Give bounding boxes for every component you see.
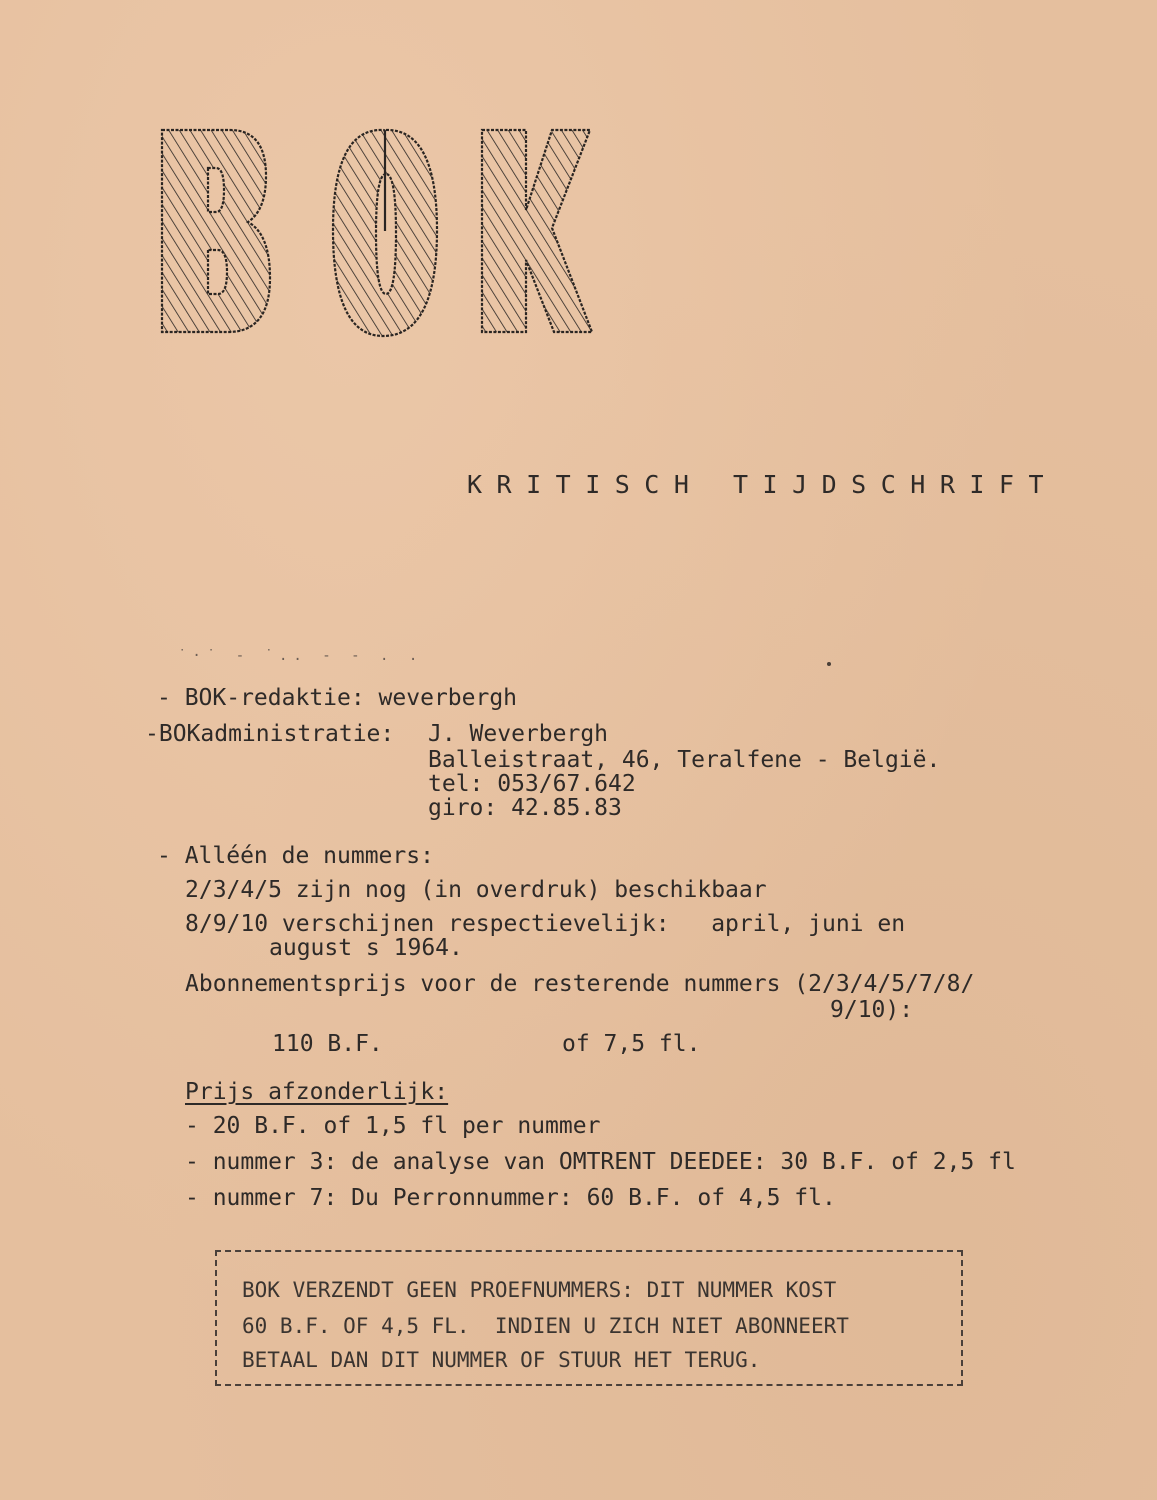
redaktie-line: - BOK-redaktie: weverbergh	[157, 685, 518, 711]
single-price-item: - 20 B.F. of 1,5 fl per nummer	[185, 1113, 601, 1139]
logo-letter-b	[162, 130, 270, 332]
administratie-label: -BOKadministratie:	[145, 721, 395, 747]
subscription-line1: Abonnementsprijs voor de resterende nummers (2/3/4/5/7/8/	[185, 971, 975, 997]
tel-line: tel: 053/67.642	[428, 771, 636, 797]
single-price-item: - nummer 3: de analyse van OMTRENT DEEDEE: 30 B.F. of 2,5 fl	[185, 1149, 1016, 1175]
logo-letter-o	[333, 130, 437, 336]
administratie-name: J. Weverbergh	[428, 721, 609, 747]
notice-line: BOK VERZENDT GEEN PROEFNUMMERS: DIT NUMMER KOST	[242, 1278, 837, 1302]
available-issues: 2/3/4/5 zijn nog (in overdruk) beschikbaar	[185, 877, 767, 903]
address-line: Balleistraat, 46, Teralfene - België.	[428, 747, 941, 773]
notice-line: BETAAL DAN DIT NUMMER OF STUUR HET TERUG.	[242, 1348, 761, 1372]
ink-dot	[827, 662, 831, 666]
giro-line: giro: 42.85.83	[428, 795, 622, 821]
single-price-item: - nummer 7: Du Perronnummer: 60 B.F. of 4,5 fl.	[185, 1185, 836, 1211]
upcoming-issues-line1: 8/9/10 verschijnen respectievelijk: april, juni en	[185, 911, 906, 937]
bok-logo	[150, 118, 600, 348]
upcoming-issues-line2: august s 1964.	[269, 935, 463, 961]
subtitle: KRITISCH TIJDSCHRIFT	[467, 470, 1059, 499]
subscription-line2: 9/10):	[830, 997, 914, 1023]
notice-line: 60 B.F. OF 4,5 FL. INDIEN U ZICH NIET ABONNEERT	[242, 1314, 849, 1338]
notice-box	[215, 1250, 963, 1386]
price-fl: of 7,5 fl.	[562, 1031, 701, 1057]
logo-letter-k	[482, 130, 592, 332]
issues-heading: - Alléén de nummers:	[157, 843, 434, 869]
price-bf: 110 B.F.	[272, 1031, 383, 1057]
single-prices-heading: Prijs afzonderlijk:	[185, 1079, 449, 1105]
smudged-marks: ˙·˙ ‐ ˙.. ‐ ‐ . .	[178, 648, 424, 664]
